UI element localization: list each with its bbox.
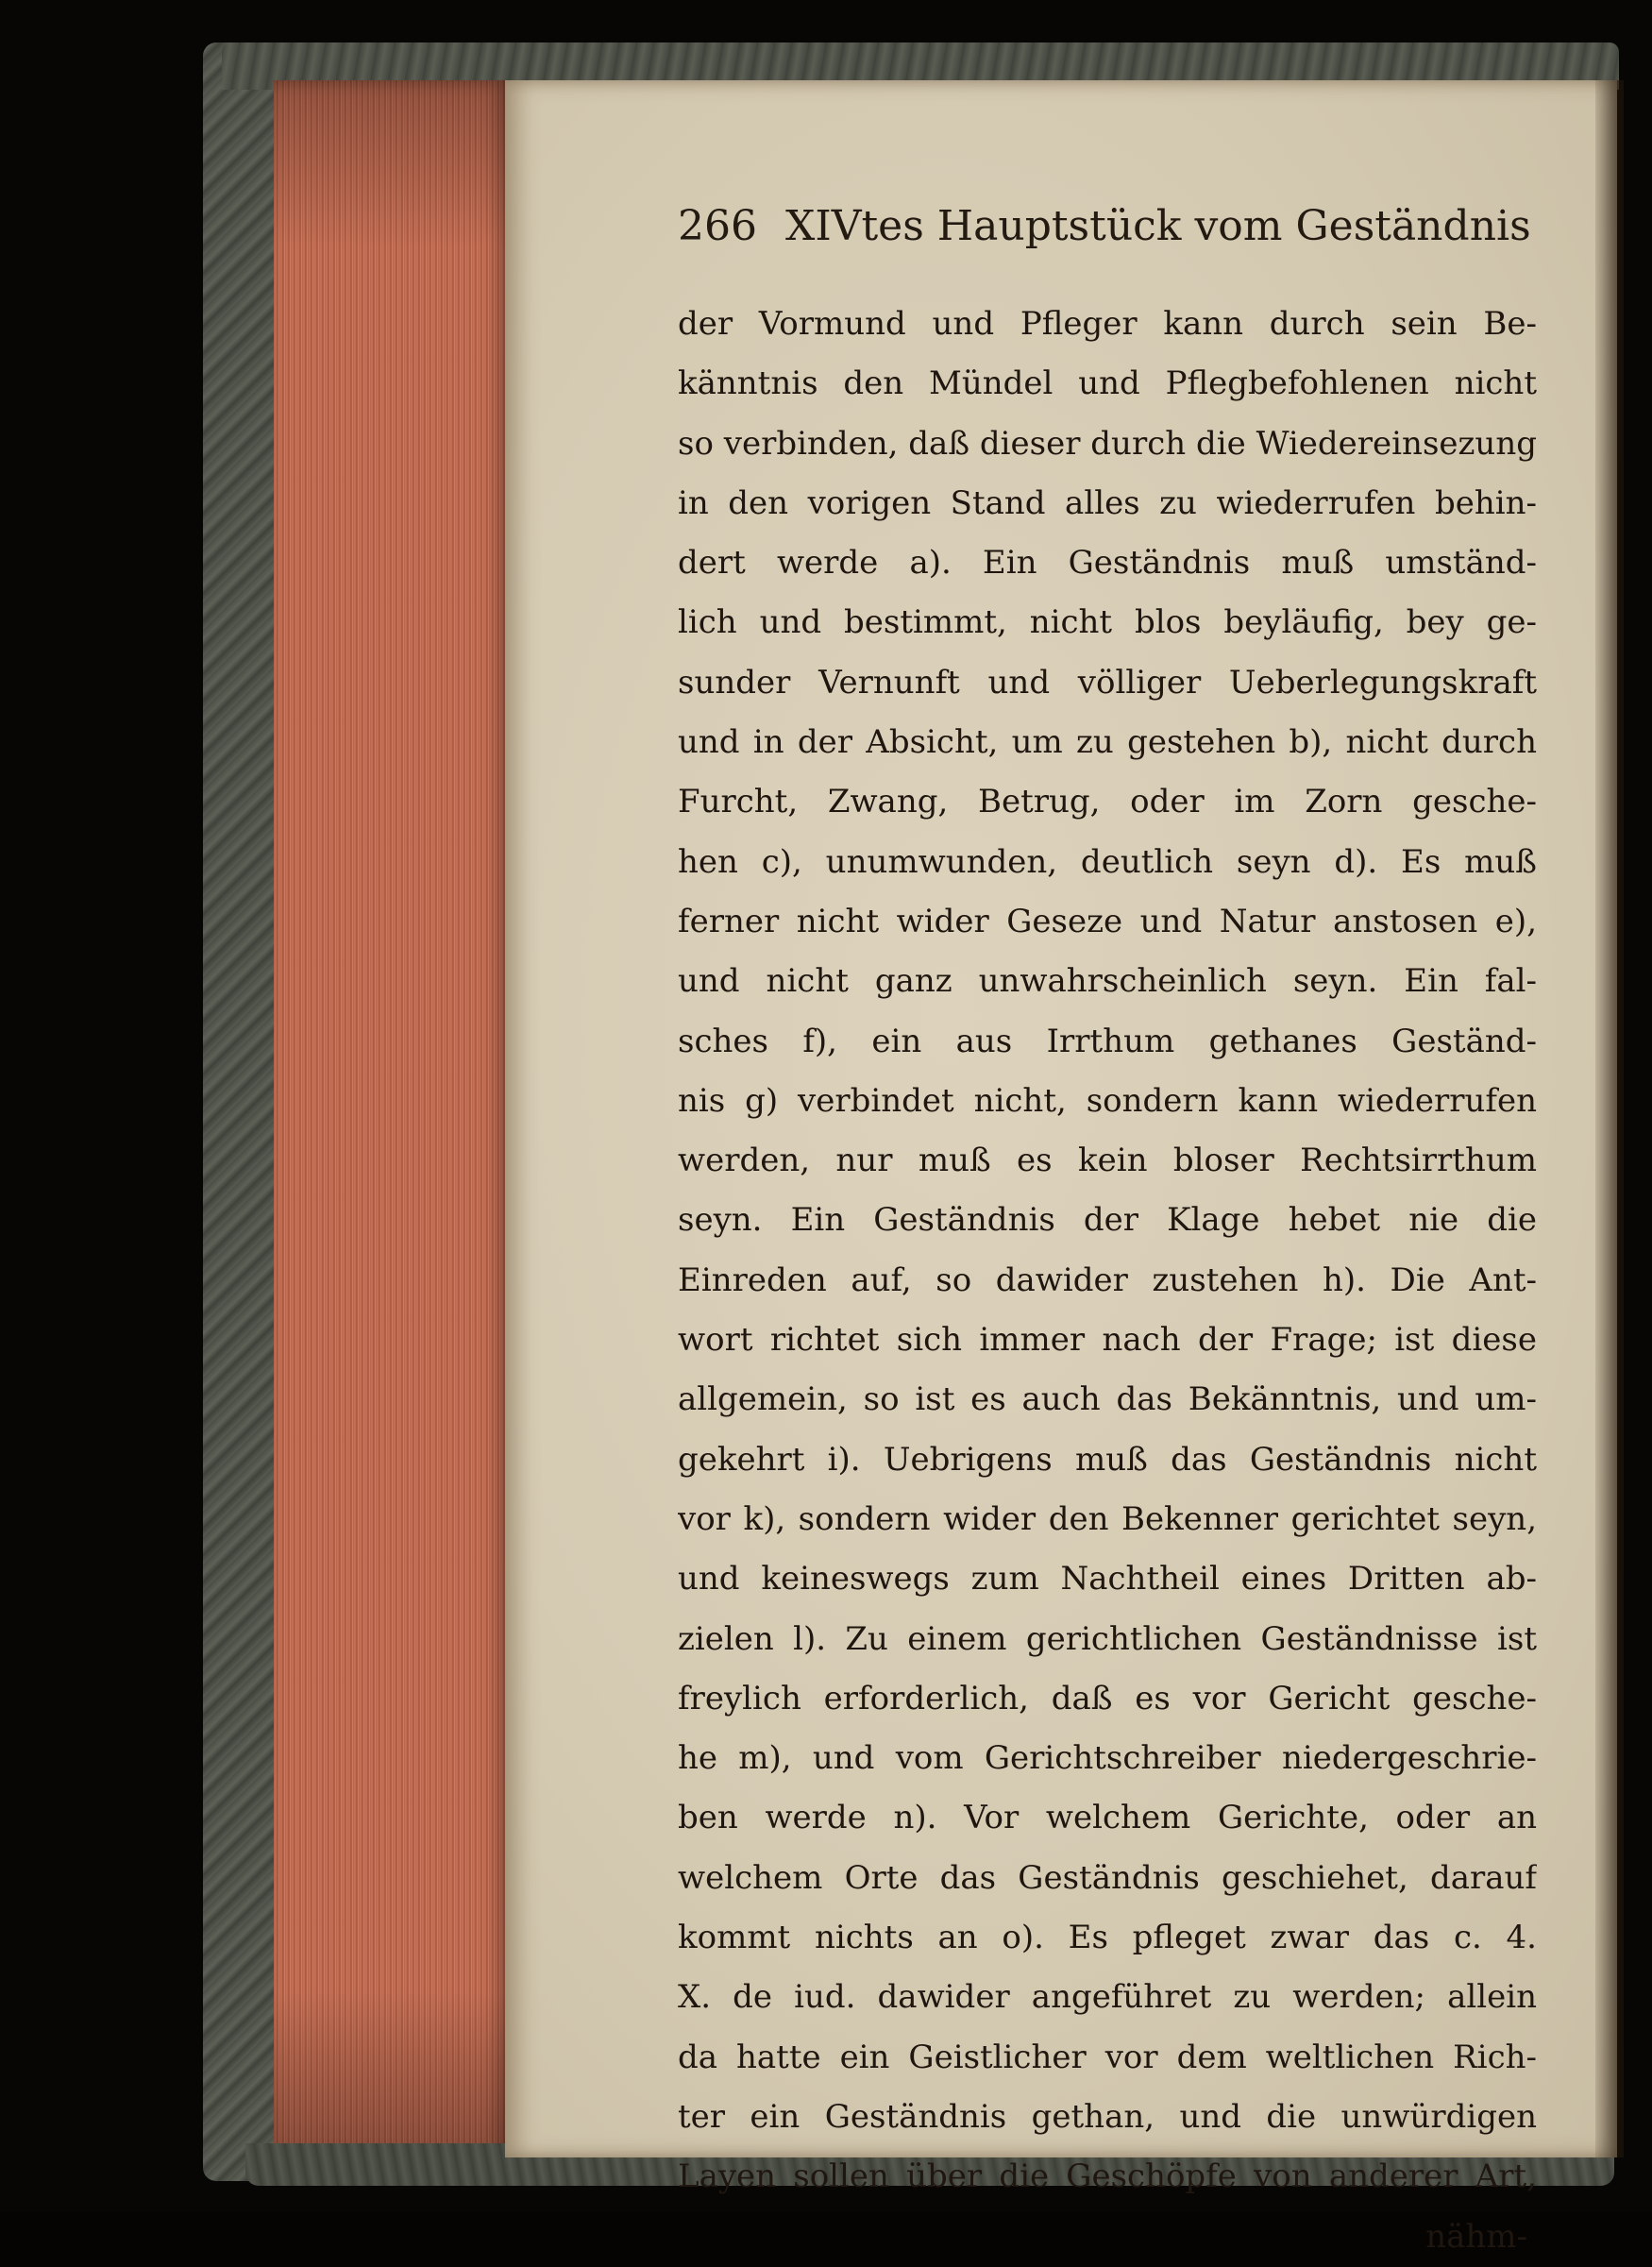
text-line: lich und bestimmt, nicht blos beyläufig, bey ge- — [678, 603, 1537, 642]
text-line: und keineswegs zum Nachtheil eines Dritten ab- — [678, 1560, 1537, 1599]
text-line: freylich erforderlich, daß es vor Gericht gesche- — [678, 1679, 1537, 1717]
text-line: dert werde a). Ein Geständnis muß umständ- — [678, 544, 1537, 583]
text-line: in den vorigen Stand alles zu wiederrufen behin- — [678, 483, 1537, 522]
text-line: wort richtet sich immer nach der Frage; ist diese — [678, 1321, 1537, 1360]
text-line: kommt nichts an o). Es pfleget zwar das c. 4. — [678, 1919, 1537, 1957]
running-title: XIVtes Hauptstück vom Geständnis — [785, 202, 1531, 250]
text-line: nis g) verbindet nicht, sondern kann wiederrufen — [678, 1081, 1537, 1120]
text-line: der Vormund und Pfleger kann durch sein Be- — [678, 305, 1537, 343]
text-line: Layen sollen über die Geschöpfe von anderer Art, — [678, 2157, 1537, 2196]
text-line: ter ein Geständnis gethan, und die unwürdigen — [678, 2097, 1537, 2136]
text-line: zielen l). Zu einem gerichtlichen Geständnisse ist — [678, 1619, 1537, 1658]
text-line: sunder Vernunft und völliger Ueberlegungskraft — [678, 663, 1537, 702]
page-number: 266 — [678, 202, 757, 250]
text-line: Furcht, Zwang, Betrug, oder im Zorn gesche- — [678, 783, 1537, 821]
text-line: sches f), ein aus Irrthum gethanes Geständ- — [678, 1022, 1537, 1060]
text-line: da hatte ein Geistlicher vor dem weltlichen Rich- — [678, 2038, 1537, 2076]
running-header — [678, 194, 1546, 260]
text-line: und nicht ganz unwahrscheinlich seyn. Ein fal- — [678, 962, 1537, 1001]
text-line: werden, nur muß es kein bloser Rechtsirrthum — [678, 1142, 1537, 1180]
text-line: vor k), sondern wider den Bekenner gerichtet seyn, — [678, 1499, 1537, 1538]
text-line: känntnis den Mündel und Pflegbefohlenen nicht — [678, 364, 1537, 403]
text-line: so verbinden, daß dieser durch die Wiedereinsezung — [678, 424, 1537, 463]
text-line: und in der Absicht, um zu gestehen b), nicht durch — [678, 723, 1537, 762]
text-line: ferner nicht wider Geseze und Natur anstosen e), — [678, 902, 1537, 940]
text-line: allgemein, so ist es auch das Bekänntnis, und um- — [678, 1380, 1537, 1419]
text-line: Einreden auf, so dawider zustehen h). Die Ant- — [678, 1260, 1537, 1299]
text-line: seyn. Ein Geständnis der Klage hebet nie die — [678, 1201, 1537, 1240]
text-line: he m), und vom Gerichtschreiber niedergeschrie- — [678, 1739, 1537, 1778]
page-text — [678, 295, 1537, 2267]
text-line: X. de iud. dawider angeführet zu werden; allein — [678, 1978, 1537, 2017]
page-gutter — [1595, 80, 1624, 2157]
text-line: welchem Orte das Geständnis geschiehet, darauf — [678, 1858, 1537, 1897]
text-line: hen c), unumwunden, deutlich seyn d). Es muß — [678, 842, 1537, 881]
text-line: ben werde n). Vor welchem Gerichte, oder an — [678, 1799, 1537, 1837]
text-line: gekehrt i). Uebrigens muß das Geständnis nicht — [678, 1440, 1537, 1479]
catchword: nähm- — [1425, 2217, 1527, 2256]
